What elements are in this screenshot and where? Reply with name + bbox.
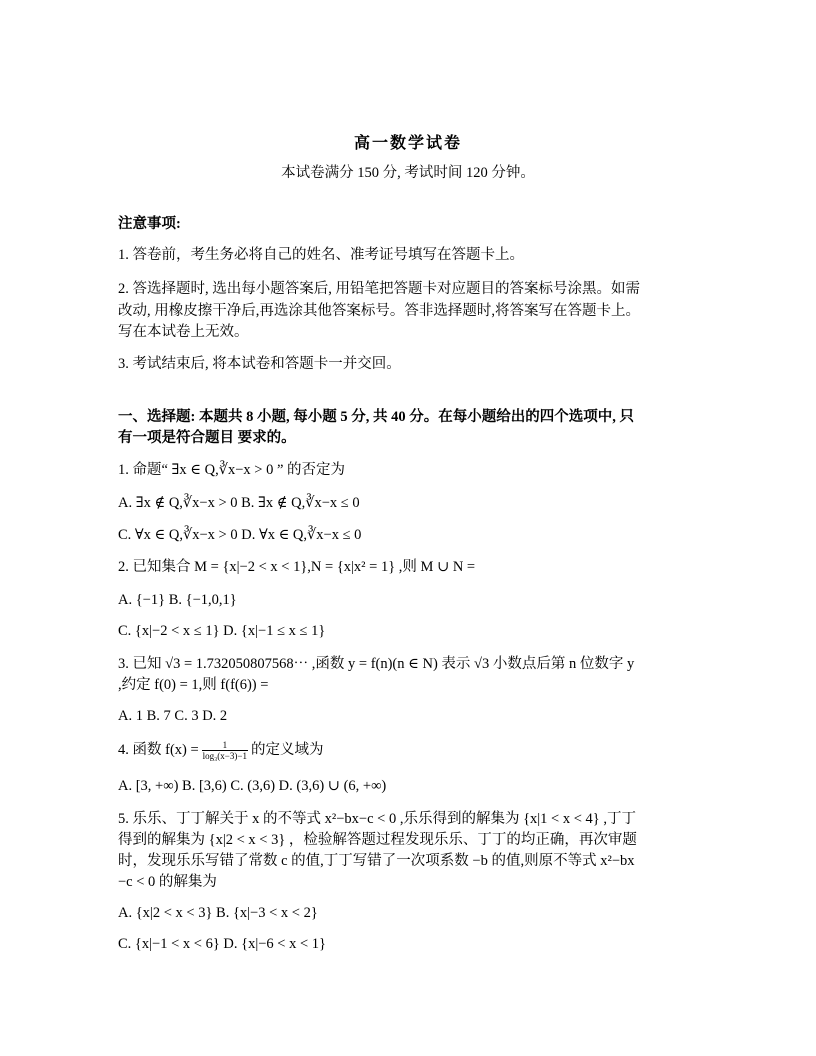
q1-options-row-2: C. ∀x ∈ Q,∛x−x > 0 D. ∀x ∈ Q,∛x−x ≤ 0 [118, 527, 362, 543]
q5-stem-line-1: 5. 乐乐、丁丁解关于 x 的不等式 x²−bx−c < 0 ,乐乐得到的解集为 {x|1 < x < 4} ,丁丁 [118, 811, 636, 827]
q4-options-row: A. [3, +∞) B. [3,6) C. (3,6) D. (3,6) ∪ (6, +∞) [118, 778, 387, 794]
note-2-line-1: 2. 答选择题时, 选出每小题答案后, 用铅笔把答题卡对应题目的答案标号涂黑。如需 [118, 281, 640, 297]
q4-fraction [202, 740, 248, 761]
q3-stem-line-1: 3. 已知 √3 = 1.732050807568⋯ ,函数 y = f(n)(n ∈ N) 表示 √3 小数点后第 n 位数字 y [118, 656, 635, 672]
note-2-line-3: 写在本试卷上无效。 [118, 324, 249, 340]
section-heading-line-1: 一、选择题: 本题共 8 小题, 每小题 5 分, 共 40 分。在每小题给出的四个选项中, 只 [118, 409, 634, 425]
note-3: 3. 考试结束后, 将本试卷和答题卡一并交回。 [118, 356, 401, 372]
q4-stem [118, 740, 323, 761]
notes-heading: 注意事项: [118, 216, 181, 232]
q4-stem-suffix: 的定义域为 [250, 741, 324, 758]
q1-stem: 1. 命题“ ∃x ∈ Q,∛x−x > 0 ” 的否定为 [118, 462, 346, 478]
q5-stem-line-2: 得到的解集为 {x|2 < x < 3} ，检验解答题过程发现乐乐、丁丁的均正确，再次审题 [118, 832, 637, 848]
note-2-line-2: 改动, 用橡皮擦干净后,再选涂其他答案标号。答非选择题时,将答案写在答题卡上。 [118, 303, 640, 319]
q3-stem-line-2: ,约定 f(0) = 1,则 f(f(6)) = [118, 677, 269, 693]
q1-options-row-1: A. ∃x ∉ Q,∛x−x > 0 B. ∃x ∉ Q,∛x−x ≤ 0 [118, 495, 360, 511]
q4-fraction-numerator: 1 [202, 740, 248, 751]
q4-fraction-denominator: log₃(x−3)−1 [202, 751, 247, 761]
q4-stem-prefix: 4. 函数 f(x) = [118, 741, 199, 758]
q2-options-row-2: C. {x|−2 < x ≤ 1} D. {x|−1 ≤ x ≤ 1} [118, 623, 326, 639]
page-subtitle: 本试卷满分 150 分, 考试时间 120 分钟。 [281, 165, 535, 181]
q5-options-row-2: C. {x|−1 < x < 6} D. {x|−6 < x < 1} [118, 936, 326, 952]
q2-stem: 2. 已知集合 M = {x|−2 < x < 1},N = {x|x² = 1} ,则 M ∪ N = [118, 559, 476, 575]
note-1: 1. 答卷前，考生务必将自己的姓名、准考证号填写在答题卡上。 [118, 247, 524, 263]
q5-options-row-1: A. {x|2 < x < 3} B. {x|−3 < x < 2} [118, 905, 318, 921]
q5-stem-line-3: 时，发现乐乐写错了常数 c 的值,丁丁写错了一次项系数 −b 的值,则原不等式 x²−bx [118, 853, 635, 869]
page-title: 高一数学试卷 [353, 135, 462, 152]
q5-stem-line-4: −c < 0 的解集为 [118, 874, 217, 890]
q2-options-row-1: A. {−1} B. {−1,0,1} [118, 592, 237, 608]
section-heading-line-2: 有一项是符合题目 要求的。 [118, 430, 296, 446]
q3-options-row: A. 1 B. 7 C. 3 D. 2 [118, 708, 228, 724]
